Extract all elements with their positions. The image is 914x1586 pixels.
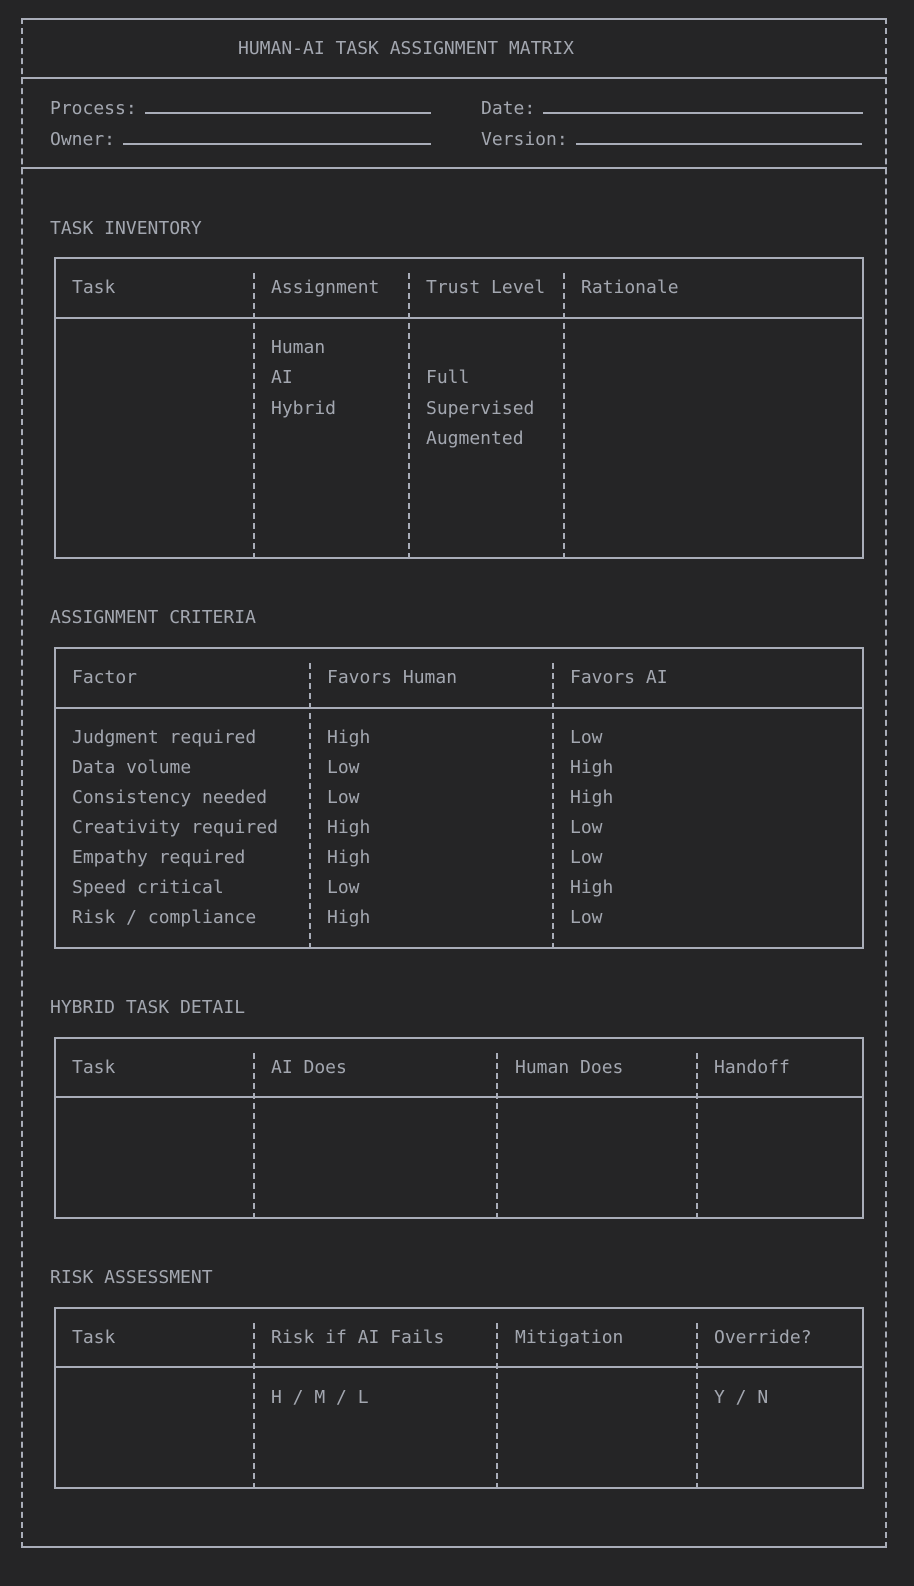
risk-header-divider xyxy=(54,1366,864,1368)
criteria-favors-human: Low xyxy=(327,757,360,778)
title-divider xyxy=(21,77,887,79)
criteria-favors-human: Low xyxy=(327,787,360,808)
col-divider xyxy=(563,273,565,559)
col-header-task: Task xyxy=(72,1327,116,1348)
col-divider xyxy=(408,273,410,559)
trust-option-supervised[interactable]: Supervised xyxy=(426,398,535,419)
outer-bottom-border xyxy=(21,1546,887,1548)
page-title: HUMAN-AI TASK ASSIGNMENT MATRIX xyxy=(238,38,574,59)
date-field[interactable] xyxy=(481,98,863,119)
outer-right-border xyxy=(885,18,887,1548)
col-header-rationale: Rationale xyxy=(581,277,679,298)
criteria-favors-human: Low xyxy=(327,877,360,898)
trust-option-augmented[interactable]: Augmented xyxy=(426,428,524,449)
col-divider xyxy=(309,663,311,949)
criteria-favors-ai: Low xyxy=(570,907,603,928)
col-divider xyxy=(496,1323,498,1489)
col-header-risk-if-ai-fails: Risk if AI Fails xyxy=(271,1327,445,1348)
criteria-factor: Risk / compliance xyxy=(72,907,257,928)
criteria-favors-ai: High xyxy=(570,877,614,898)
criteria-factor: Speed critical xyxy=(72,877,224,898)
owner-label: Owner: xyxy=(50,129,116,150)
assignment-option-human[interactable]: Human xyxy=(271,337,326,358)
outer-left-border xyxy=(21,18,23,1548)
process-field[interactable] xyxy=(50,98,431,119)
criteria-favors-ai: High xyxy=(570,787,614,808)
col-divider xyxy=(552,663,554,949)
col-header-task: Task xyxy=(72,1057,116,1078)
criteria-factor: Data volume xyxy=(72,757,192,778)
hybrid-header-divider xyxy=(54,1096,864,1098)
criteria-factor: Empathy required xyxy=(72,847,246,868)
criteria-header-divider xyxy=(54,707,864,709)
col-header-assignment: Assignment xyxy=(271,277,380,298)
override-options[interactable]: Y / N xyxy=(714,1387,769,1408)
col-header-favors-ai: Favors AI xyxy=(570,667,668,688)
col-header-factor: Factor xyxy=(72,667,138,688)
process-label: Process: xyxy=(50,98,137,119)
risk-assessment-heading: RISK ASSESSMENT xyxy=(50,1267,213,1288)
criteria-favors-human: High xyxy=(327,727,371,748)
assignment-criteria-heading: ASSIGNMENT CRITERIA xyxy=(50,607,256,628)
criteria-favors-ai: Low xyxy=(570,847,603,868)
trust-option-full[interactable]: Full xyxy=(426,367,470,388)
col-header-override: Override? xyxy=(714,1327,812,1348)
col-divider xyxy=(696,1323,698,1489)
criteria-factor: Judgment required xyxy=(72,727,257,748)
col-divider xyxy=(696,1053,698,1219)
assignment-option-hybrid[interactable]: Hybrid xyxy=(271,398,337,419)
date-label: Date: xyxy=(481,98,536,119)
task-inventory-header-divider xyxy=(54,317,864,319)
criteria-favors-ai: High xyxy=(570,757,614,778)
outer-top-border xyxy=(21,18,887,20)
risk-scale-options[interactable]: H / M / L xyxy=(271,1387,369,1408)
col-header-handoff: Handoff xyxy=(714,1057,790,1078)
criteria-factor: Creativity required xyxy=(72,817,278,838)
col-divider xyxy=(496,1053,498,1219)
col-divider xyxy=(253,1323,255,1489)
assignment-option-ai[interactable]: AI xyxy=(271,367,293,388)
col-header-task: Task xyxy=(72,277,116,298)
col-header-ai-does: AI Does xyxy=(271,1057,347,1078)
hybrid-task-heading: HYBRID TASK DETAIL xyxy=(50,997,246,1018)
criteria-favors-ai: Low xyxy=(570,817,603,838)
process-input-line[interactable] xyxy=(145,98,431,114)
criteria-favors-human: High xyxy=(327,907,371,928)
col-divider xyxy=(253,273,255,559)
version-label: Version: xyxy=(481,129,568,150)
col-header-human-does: Human Does xyxy=(515,1057,624,1078)
col-divider xyxy=(253,1053,255,1219)
version-field[interactable] xyxy=(481,129,862,150)
col-header-trust-level: Trust Level xyxy=(426,277,546,298)
criteria-factor: Consistency needed xyxy=(72,787,268,808)
criteria-favors-ai: Low xyxy=(570,727,603,748)
col-header-mitigation: Mitigation xyxy=(515,1327,624,1348)
owner-input-line[interactable] xyxy=(123,129,431,145)
owner-field[interactable] xyxy=(50,129,431,150)
date-input-line[interactable] xyxy=(543,98,863,114)
criteria-favors-human: High xyxy=(327,847,371,868)
criteria-favors-human: High xyxy=(327,817,371,838)
task-inventory-heading: TASK INVENTORY xyxy=(50,218,202,239)
col-header-favors-human: Favors Human xyxy=(327,667,458,688)
version-input-line[interactable] xyxy=(576,129,862,145)
header-divider xyxy=(21,167,887,169)
